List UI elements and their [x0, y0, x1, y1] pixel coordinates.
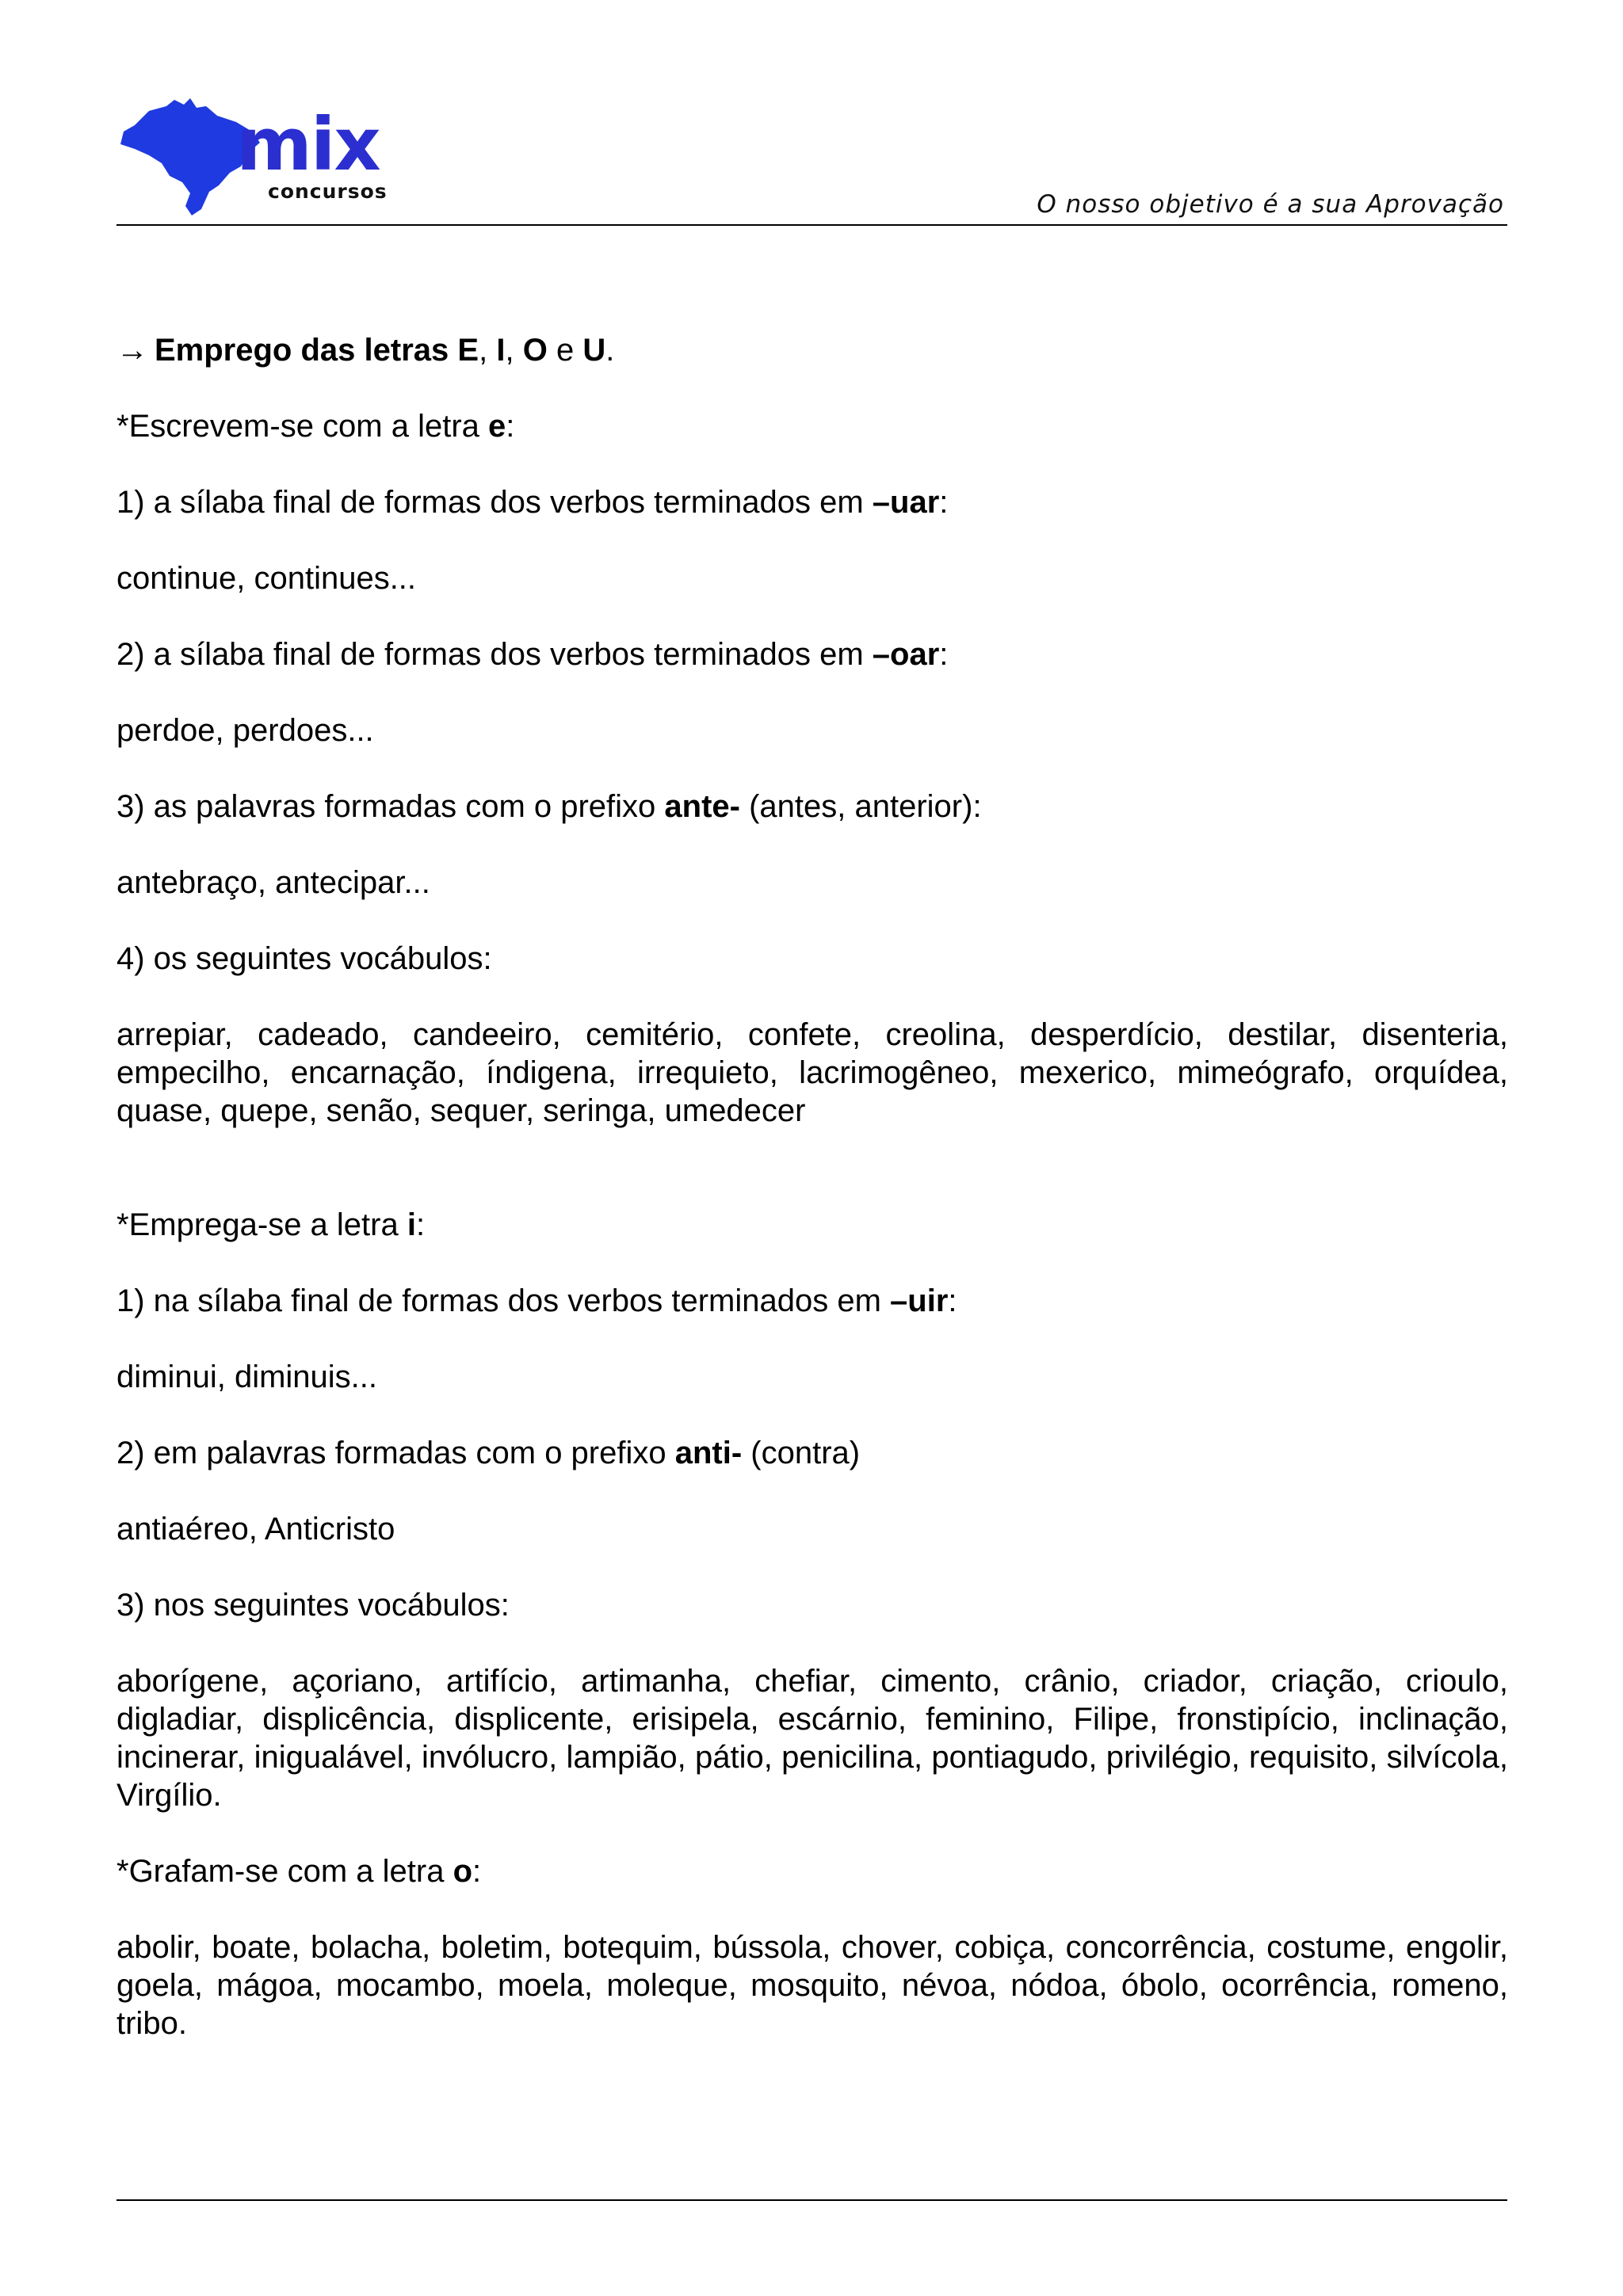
rule-suffix: –oar [872, 637, 940, 672]
heading-conjunction: e [556, 333, 575, 368]
header-divider [116, 224, 1507, 226]
rule-text: 2) a sílaba final de formas dos verbos terminados em [116, 637, 873, 672]
section-e-rule-1 [116, 483, 1508, 521]
document-body [116, 331, 1508, 2081]
section-i-intro [116, 1206, 1508, 1244]
rule-prefix: anti- [674, 1436, 743, 1470]
header-tagline: O nosso objetivo é a sua Aprovação [1037, 190, 1504, 219]
arrow-right-icon: → [116, 333, 148, 368]
heading-comma: , [505, 333, 514, 368]
rule-text: 1) a sílaba final de formas dos verbos terminados em [116, 485, 873, 520]
footer-divider [116, 2199, 1507, 2201]
heading-letter-u: U [582, 333, 606, 368]
section-e-rule-1-example: continue, continues... [116, 561, 417, 596]
intro-letter: o [453, 1854, 473, 1889]
logo-subtitle: concursos [268, 180, 388, 203]
section-o-word-list: abolir, boate, bolacha, boletim, botequim, bússola, chover, cobiça, concorrência, costume, engolir, goela, mágoa, mocambo, moela, moleque, mosquito, névoa, nódoa, óbolo, ocorrência, romeno, tribo. [116, 1930, 1508, 2041]
intro-end: : [472, 1854, 482, 1889]
intro-end: : [415, 1207, 426, 1242]
section-i-rule-2-example: antiaéreo, Anticristo [116, 1512, 395, 1547]
section-i-rule-1-example: diminui, diminuis... [116, 1360, 378, 1394]
rule-end: : [939, 637, 949, 672]
rule-prefix: ante- [664, 789, 740, 824]
heading-label: Emprego das letras [155, 333, 449, 368]
section-i-rule-1 [116, 1282, 1508, 1320]
section-e-rule-3 [116, 788, 1508, 826]
heading-letter-e: E [457, 333, 479, 368]
intro-text: *Grafam-se com a letra [116, 1854, 453, 1889]
section-e-rule-2-example: perdoe, perdoes... [116, 713, 374, 748]
section-i-rule-2 [116, 1434, 1508, 1472]
section-heading [116, 331, 1508, 369]
rule-end: (contra) [742, 1436, 861, 1470]
heading-period: . [605, 333, 615, 368]
rule-end: : [948, 1283, 957, 1318]
rule-end: (antes, anterior): [739, 789, 982, 824]
intro-text: *Escrevem-se com a letra [116, 409, 489, 444]
rule-text: 1) na sílaba final de formas dos verbos terminados em [116, 1283, 891, 1318]
intro-letter: e [488, 409, 506, 444]
rule-text: 3) as palavras formadas com o prefixo [116, 789, 665, 824]
section-e-rule-2 [116, 635, 1508, 673]
section-i-rule-3: 3) nos seguintes vocábulos: [116, 1588, 510, 1623]
section-e-rule-4: 4) os seguintes vocábulos: [116, 941, 492, 976]
rule-suffix: –uar [872, 485, 940, 520]
intro-end: : [506, 409, 515, 444]
rule-end: : [939, 485, 949, 520]
heading-letter-i: I [496, 333, 506, 368]
intro-text: *Emprega-se a letra [116, 1207, 407, 1242]
heading-letter-o: O [522, 333, 548, 368]
section-e-word-list: arrepiar, cadeado, candeeiro, cemitério, confete, creolina, desperdício, destilar, disenteria, empecilho, encarnação, índigena, irrequieto, lacrimogêneo, mexerico, mimeógrafo, orquídea, quase, quepe, senão, sequer, seringa, umedecer [116, 1017, 1508, 1128]
section-o-intro [116, 1852, 1508, 1890]
brazil-map-logo-icon [117, 97, 418, 215]
intro-letter: i [407, 1207, 416, 1242]
logo-word: mix [236, 102, 380, 187]
section-e-rule-3-example: antebraço, antecipar... [116, 865, 430, 900]
mix-concursos-logo [117, 97, 418, 215]
section-i-word-list: aborígene, açoriano, artifício, artimanha, chefiar, cimento, crânio, criador, criação, crioulo, digladiar, displicência, displicente, erisipela, escárnio, feminino, Filipe, fronstipício, inclinação, incinerar, inigualável, invólucro, lampião, pátio, penicilina, pontiagudo, privilégio, requisito, silvícola, Virgílio. [116, 1664, 1508, 1813]
rule-suffix: –uir [890, 1283, 949, 1318]
rule-text: 2) em palavras formadas com o prefixo [116, 1436, 675, 1470]
heading-comma: , [479, 333, 488, 368]
section-e-intro [116, 407, 1508, 445]
